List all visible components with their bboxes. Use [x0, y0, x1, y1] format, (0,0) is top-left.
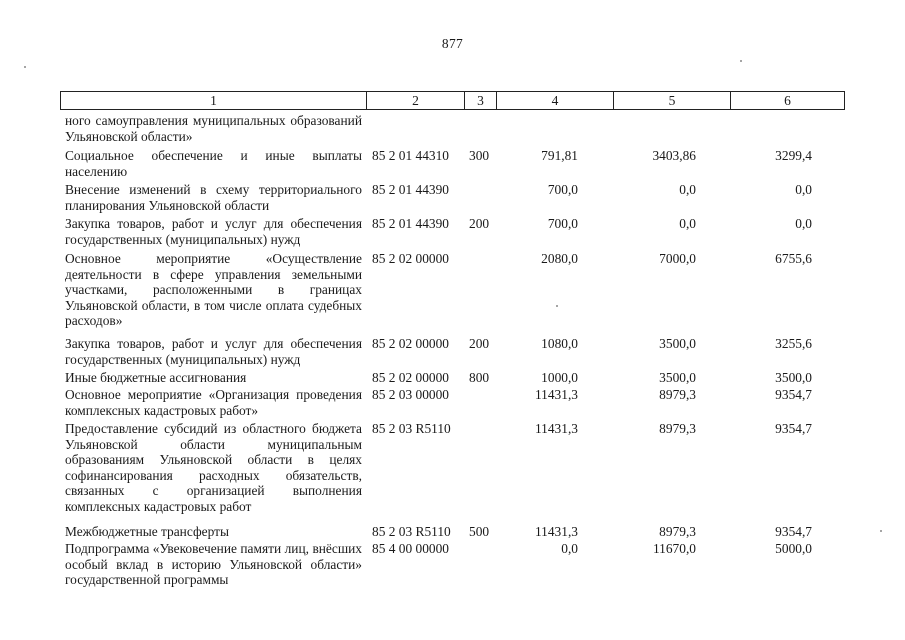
row-value-5: 11670,0: [652, 541, 696, 556]
col-header-1: 1: [61, 92, 367, 109]
row-value-5: 8979,3: [659, 387, 696, 402]
row-description: Иные бюджетные ассигнования: [65, 370, 247, 385]
table-header-row: [60, 91, 845, 110]
row-value-6: 0,0: [795, 216, 812, 231]
row-code: 85 2 03 00000: [372, 387, 449, 402]
row-description: Межбюджетные трансферты: [65, 524, 229, 539]
row-code: 85 2 02 00000: [372, 370, 449, 385]
row-value-5: 8979,3: [659, 524, 696, 539]
row-description: Социальное обеспечение и иные выплаты населению: [65, 148, 362, 179]
row-value-4: 1080,0: [541, 336, 578, 351]
row-description: Подпрограмма «Увековечение памяти лиц, внёсших особый вклад в историю Ульяновской области» государственной программы: [65, 541, 362, 587]
row-value-4: 791,81: [541, 148, 578, 163]
scan-speck: [880, 530, 882, 532]
row-type: 500: [469, 524, 490, 539]
continuation-text: ного самоуправления муниципальных образований Ульяновской области»: [65, 113, 362, 144]
row-description: Основное мероприятие «Осуществление деятельности в сфере управления земельными участками, расположенными в границах Ульяновской области, в том числе оплата судебных расходов»: [65, 251, 362, 328]
row-type: 800: [469, 370, 490, 385]
row-code: 85 2 01 44390: [372, 182, 449, 197]
row-value-6: 5000,0: [775, 541, 812, 556]
row-code: 85 2 02 00000: [372, 251, 449, 266]
row-value-4: 700,0: [547, 182, 578, 197]
col-header-2: 2: [367, 92, 465, 109]
col-header-3: 3: [465, 92, 497, 109]
row-type: 200: [469, 336, 490, 351]
row-code: 85 2 01 44390: [372, 216, 449, 231]
row-value-5: 3500,0: [659, 336, 696, 351]
row-value-6: 3500,0: [775, 370, 812, 385]
row-value-5: 8979,3: [659, 421, 696, 436]
row-value-4: 11431,3: [534, 387, 578, 402]
col-header-4: 4: [497, 92, 614, 109]
row-value-5: 0,0: [679, 182, 696, 197]
row-value-6: 3299,4: [775, 148, 812, 163]
scan-speck: [24, 66, 26, 68]
row-value-6: 9354,7: [775, 524, 812, 539]
scan-speck: [556, 305, 558, 307]
scan-speck: [740, 60, 742, 62]
row-value-5: 0,0: [679, 216, 696, 231]
row-value-5: 7000,0: [659, 251, 696, 266]
row-value-4: 1000,0: [541, 370, 578, 385]
row-value-6: 9354,7: [775, 421, 812, 436]
row-description: Закупка товаров, работ и услуг для обеспечения государственных (муниципальных) нужд: [65, 216, 362, 247]
row-value-5: 3500,0: [659, 370, 696, 385]
row-value-5: 3403,86: [652, 148, 696, 163]
row-code: 85 2 03 R5110: [372, 524, 451, 539]
row-description: Основное мероприятие «Организация проведения комплексных кадастровых работ»: [65, 387, 362, 418]
row-code: 85 4 00 00000: [372, 541, 449, 556]
row-value-6: 9354,7: [775, 387, 812, 402]
row-value-4: 700,0: [547, 216, 578, 231]
row-value-4: 0,0: [561, 541, 578, 556]
row-type: 300: [469, 148, 490, 163]
row-value-6: 6755,6: [775, 251, 812, 266]
page-number: 877: [441, 36, 464, 51]
row-description: Внесение изменений в схему территориального планирования Ульяновской области: [65, 182, 362, 213]
row-code: 85 2 01 44310: [372, 148, 449, 163]
row-type: 200: [469, 216, 490, 231]
row-description: Закупка товаров, работ и услуг для обеспечения государственных (муниципальных) нужд: [65, 336, 362, 367]
row-code: 85 2 03 R5110: [372, 421, 451, 436]
row-code: 85 2 02 00000: [372, 336, 449, 351]
row-description: Предоставление субсидий из областного бюджета Ульяновской области муниципальным образованиям Ульяновской области в целях софинансирования расходных обязательств, связанных с организацией выполнения комплексных кадастровых работ: [65, 421, 362, 514]
row-value-4: 2080,0: [541, 251, 578, 266]
col-header-6: 6: [784, 93, 791, 108]
row-value-4: 11431,3: [534, 524, 578, 539]
row-value-4: 11431,3: [534, 421, 578, 436]
col-header-5: 5: [614, 92, 731, 109]
row-value-6: 3255,6: [775, 336, 812, 351]
row-value-6: 0,0: [795, 182, 812, 197]
